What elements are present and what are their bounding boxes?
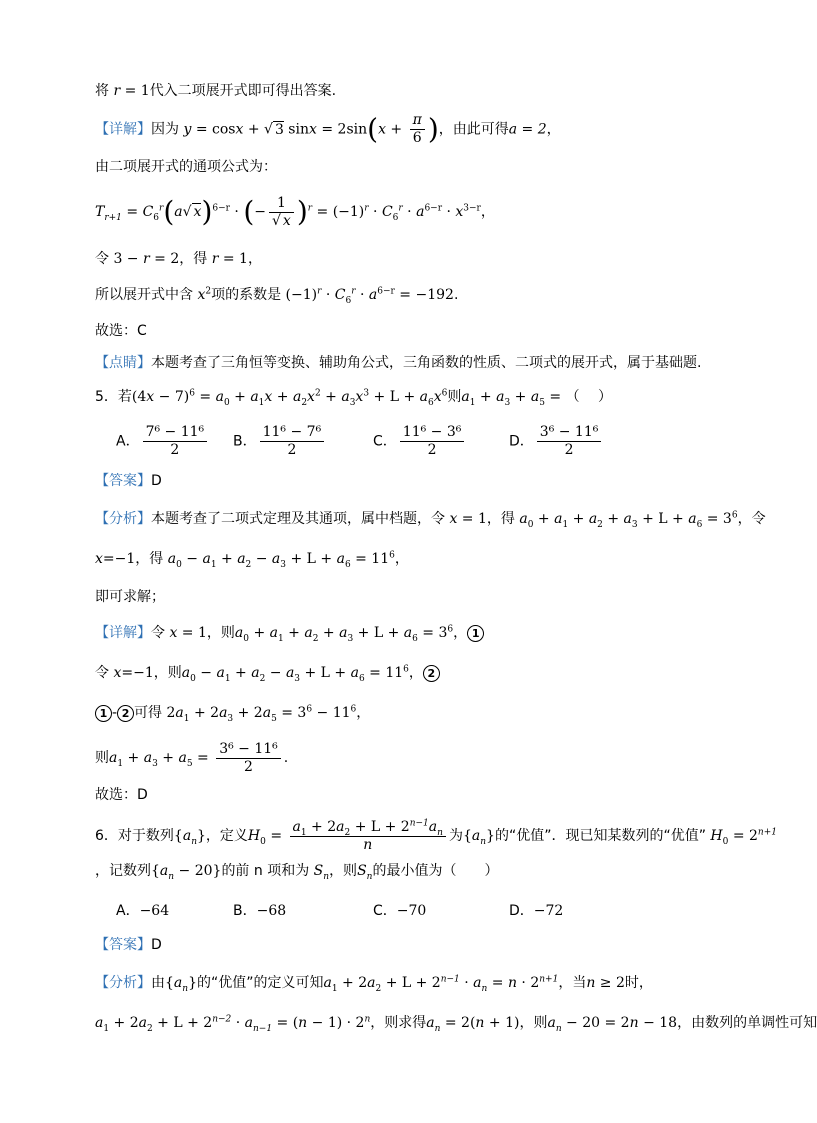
detail-tag: 【详解】	[95, 625, 151, 641]
let-text-c: ，	[247, 251, 262, 267]
q6-analysis-line2: $a_1 + 2a_2 + L + 2^{n-2} \cdot a_{n-1} = (n - 1) \cdot 2^n$，则求得$a_n = 2(n + 1)$，则$a_n - 20 = 2n - 18$，由数列的单调性可知	[95, 1014, 817, 1034]
q5-d2b: ，则	[153, 665, 182, 681]
q5-analysis-l2-end: ，	[394, 551, 409, 567]
q6-an1b: 的“优值”的定义可知	[197, 975, 324, 991]
q6-question-line2: ，记数列$\{a_n - 20\}$的前 n 项和为 $S_n$，则$S_n$的最小值为（ ）	[95, 863, 499, 882]
q5-analysis-line1: 【分析】本题考查了二项式定理及其通项，属中档题，令 x = 1，得 $a_0 + a_1 + a_2 + a_3 + L + a_6 = 3^6$，令	[95, 510, 766, 530]
q5-solve-line: 即可求解；	[95, 589, 165, 605]
q5-option-c	[373, 424, 467, 459]
q5-d4a: 则	[95, 750, 109, 766]
let-text-a: 令	[95, 251, 109, 267]
option-denominator: 2	[564, 442, 574, 458]
q6-analysis-line1: 【分析】由$\{a_n\}$的“优值”的定义可知$a_1 + 2a_2 + L + 2^{n-1} \cdot a_n = n \cdot 2^{n+1}$，当n ≥ 2时，	[95, 974, 653, 994]
q6-line2c: ，则	[329, 863, 358, 879]
q6-an1c: ，当	[558, 975, 587, 991]
q5-analysis-mid: ，得	[486, 511, 515, 527]
coef-text-b: 项的系数是	[211, 287, 282, 303]
option-value: −70	[396, 903, 427, 919]
option-value: −72	[533, 903, 564, 919]
let-text-b: ，得	[179, 251, 208, 267]
q5-answer-line	[95, 470, 706, 492]
option-letter: D．	[509, 903, 534, 919]
intro-line: 将 r = 1代入二项展开式即可得出答案.	[95, 83, 337, 99]
analysis-tag: 【分析】	[95, 511, 151, 527]
option-value: −64	[139, 903, 170, 919]
q5-option-a	[116, 424, 210, 459]
coef-value: −192	[415, 287, 454, 303]
q5-number: 5．若	[95, 389, 132, 405]
q5-answer: D	[151, 473, 162, 489]
answer-tag: 【答案】	[95, 473, 151, 489]
coef-line: 所以展开式中含 $x^2$项的系数是 $(-1)^r \cdot C_6^r \cdot a^{6-r} = -192$.	[95, 286, 459, 306]
option-numerator: 11⁶ − 7⁶	[260, 424, 325, 442]
option-letter: B．	[233, 433, 257, 450]
intro-text-b: 代入二项展开式即可得出答案.	[149, 83, 337, 99]
q5-analysis-text: 本题考查了二项式定理及其通项，属中档题，令	[151, 511, 445, 527]
option-denominator: 2	[287, 442, 297, 458]
detail1-line: 【详解】因为 y = cosx + √ 3 sinx = 2sin(x + $\frac{\pi}{6}$ )，由此可得a = 2，	[95, 112, 561, 146]
option-numerator: 7⁶ − 11⁶	[143, 424, 208, 442]
q5-choice-line: 故选：D	[95, 787, 148, 803]
q6-option-d	[509, 900, 563, 920]
q6-answer: D	[151, 937, 162, 953]
option-letter: C．	[373, 903, 397, 919]
detail-tag: 【详解】	[95, 121, 151, 138]
q5-analysis-end: ，令	[737, 511, 766, 527]
q6-youzhi: 的“优值”．现已知某数列的“优值”	[494, 828, 706, 844]
q6-question-line1: 6．对于数列$\{a_n\}$，定义$H_0$ = $\frac{a_1 + 2a_2 + L + 2^{n-1}a_n}{n}$ 为$\{a_n\}$的“优值”．现已知某数列的“优值” $H_0 = 2^{n+1}$	[95, 817, 777, 853]
q5-d2a: 令	[95, 665, 109, 681]
q5-analysis-line2: x=−1，得 $a_0 - a_1 + a_2 - a_3 + L + a_6 = 11^6$，	[95, 550, 409, 570]
comment-text: 本题考查了三角恒等变换、辅助角公式，三角函数的性质、二项式的展开式，属于基础题.	[151, 355, 702, 371]
detail1-because: 因为	[151, 121, 179, 138]
q5-tail: 则	[447, 389, 462, 405]
q6-an2b: ，则	[519, 1015, 548, 1031]
coef-text-a: 所以展开式中含	[95, 287, 193, 303]
option-denominator: 2	[427, 442, 437, 458]
q6-option-a	[116, 900, 169, 920]
analysis-tag: 【分析】	[95, 975, 151, 991]
q6-option-b	[233, 900, 286, 920]
circled-number-2: 2	[423, 665, 440, 682]
comment-line	[95, 352, 714, 374]
choice1-line: 故选：C	[95, 323, 147, 339]
q5-detail-line4: 则$a_1 + a_3 + a_5$ = $\frac{\text{3⁶ − 11⁶}}{2}$ .	[95, 740, 289, 775]
option-value: −68	[256, 903, 287, 919]
detail1-end: ，	[546, 121, 561, 138]
circled-number-1: 1	[95, 705, 112, 722]
answer-tag: 【答案】	[95, 937, 151, 953]
q5-d1b: ，则	[206, 625, 235, 641]
result-numerator: 3⁶ − 11⁶	[216, 741, 281, 759]
q5-detail-line3: 1 - 2 可得 $2a_1 + 2a_3 + 2a_5 = 3^6 - 11^6$，	[95, 702, 706, 724]
q5-detail-line1: 【详解】令 x = 1，则$a_0 + a_1 + a_2 + a_3 + L + a_6 = 3^6$， 1	[95, 622, 706, 644]
option-letter: B．	[233, 903, 257, 919]
q6-line2d: 的最小值为（ ）	[372, 863, 499, 879]
q5-d1a: 令	[151, 625, 165, 641]
q6-answer-line	[95, 934, 706, 956]
circled-number-2: 2	[117, 705, 134, 722]
q5-option-d	[509, 424, 604, 459]
option-numerator: 11⁶ − 3⁶	[400, 424, 465, 442]
intro-text-a: 将	[95, 83, 109, 99]
q5-d3a: 可得	[134, 705, 163, 721]
q6-mid: 为	[448, 828, 463, 844]
coef-end: .	[453, 287, 459, 303]
option-numerator: 3⁶ − 11⁶	[537, 424, 602, 442]
q6-line2a: ，记数列	[95, 863, 151, 879]
result-denominator: 2	[244, 758, 253, 775]
q6-an1a: 由	[151, 975, 165, 991]
option-denominator: 2	[170, 442, 180, 458]
general-term-formula: $T_{r+1} = C_6^r(a√$ x)$^{6-r}$ · (− $\frac{1}{√ x}$ )$^r = (-1)^r \cdot C_6^r \cdot a^{6-r} \cdot x^{3-r}$，	[95, 194, 495, 229]
q5-option-b	[233, 424, 327, 459]
option-letter: C．	[373, 433, 397, 450]
q5-question: 5．若$(4x - 7)^6 = a_0 + a_1x + a_2x^2 + a_3x^3 + L + a_6x^6$则$a_1 + a_3 + a_5$ = （ ）	[95, 388, 613, 408]
q6-an1d: 时，	[624, 975, 653, 991]
q5-detail-line2: 令 x=−1，则$a_0 - a_1 + a_2 - a_3 + L + a_6 = 11^6$， 2	[95, 662, 706, 684]
q5-blank: （ ）	[565, 389, 613, 405]
circled-number-1: 1	[467, 625, 484, 642]
option-letter: D．	[509, 433, 534, 450]
general-term-label: 由二项展开式的通项公式为：	[95, 159, 277, 175]
q6-number: 6．对于数列	[95, 828, 174, 844]
q6-option-c	[373, 900, 426, 920]
let-line: 令 3 − r = 2，得 r = 1，	[95, 251, 262, 267]
option-letter: A．	[116, 433, 140, 450]
q6-an2a: ，则求得	[370, 1015, 427, 1031]
comment-tag: 【点睛】	[95, 355, 151, 371]
q6-def: ，定义	[205, 828, 248, 844]
q6-an2c: ，由数列的单调性可知	[677, 1015, 817, 1031]
a-value: a = 2	[508, 121, 547, 138]
q6-line2b: 的前 n 项和为	[221, 863, 310, 879]
detail1-tail: ，由此可得	[438, 121, 509, 138]
option-letter: A．	[116, 903, 140, 919]
